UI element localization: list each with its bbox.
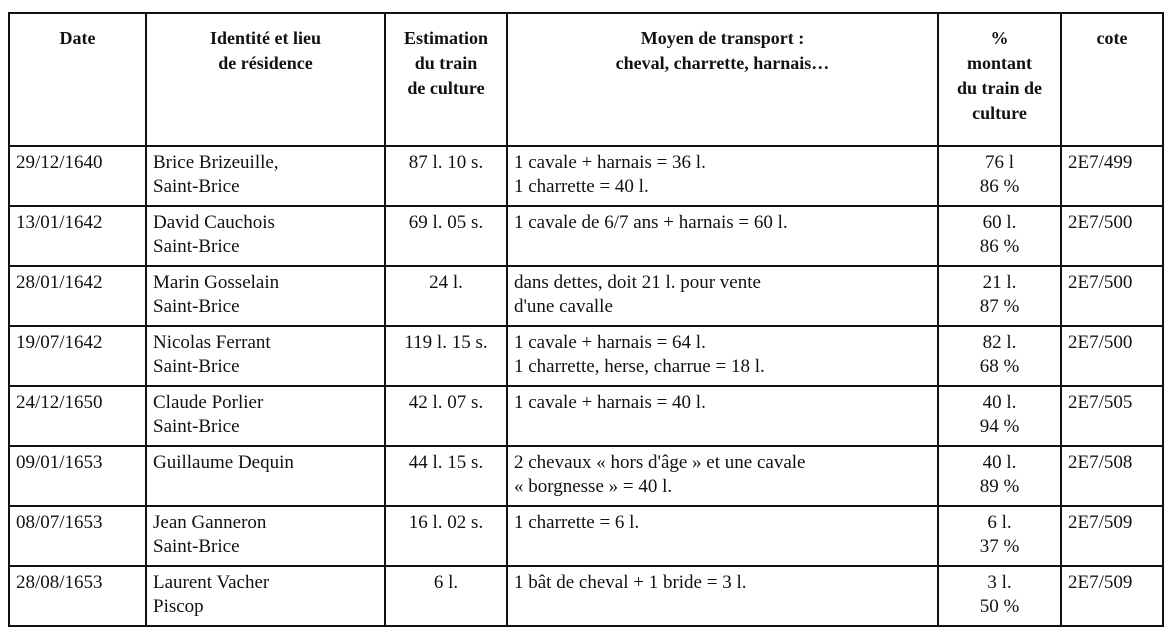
transport-line: 2 chevaux « hors d'âge » et une cavale [514,452,806,473]
header-text: du train [414,53,478,73]
cell-identity [146,326,385,386]
cell-transport [507,206,938,266]
transport-line: 1 charrette, herse, charrue = 18 l. [514,356,765,377]
header-text: Date [59,28,96,48]
cell-identity [146,146,385,206]
cell-estimation: 69 l. 05 s. [385,206,507,266]
cell-date: 29/12/1640 [9,146,146,206]
cell-estimation: 119 l. 15 s. [385,326,507,386]
cell-percent [938,206,1061,266]
column-header-percent [938,13,1061,146]
identity-line: Claude Porlier [153,392,264,413]
transport-line: 1 cavale + harnais = 40 l. [514,392,706,413]
percent-line: 6 l. [987,512,1012,533]
cell-cote: 2E7/500 [1061,206,1163,266]
table-row [9,326,1163,386]
transport-line: 1 cavale + harnais = 36 l. [514,152,706,173]
percent-line: 86 % [979,236,1020,257]
identity-line: David Cauchois [153,212,275,233]
header-text: Estimation [403,28,488,48]
identity-line: Saint-Brice [153,296,240,317]
transport-line: 1 charrette = 40 l. [514,176,649,197]
percent-line: 86 % [979,176,1020,197]
percent-line: 21 l. [982,272,1017,293]
header-text: de résidence [218,53,313,73]
cell-estimation: 87 l. 10 s. [385,146,507,206]
identity-line: Jean Ganneron [153,512,267,533]
identity-line: Saint-Brice [153,416,240,437]
identity-line: Piscop [153,596,204,617]
cell-date: 28/08/1653 [9,566,146,626]
cell-transport [507,446,938,506]
percent-line: 76 l [984,152,1015,173]
identity-line: Saint-Brice [153,176,240,197]
percent-line: 89 % [979,476,1020,497]
cell-percent [938,446,1061,506]
column-header-date [9,13,146,146]
inventory-table [8,12,1164,627]
cell-cote: 2E7/499 [1061,146,1163,206]
transport-line: dans dettes, doit 21 l. pour vente [514,272,761,293]
cell-identity [146,386,385,446]
transport-line: 1 cavale de 6/7 ans + harnais = 60 l. [514,212,788,233]
cell-cote: 2E7/509 [1061,506,1163,566]
transport-line: 1 bât de cheval + 1 bride = 3 l. [514,572,747,593]
cell-identity [146,506,385,566]
percent-line: 3 l. [987,572,1012,593]
cell-cote: 2E7/500 [1061,326,1163,386]
percent-line: 50 % [979,596,1020,617]
header-text: de culture [407,78,485,98]
header-text: du train de [956,78,1043,98]
percent-line: 40 l. [982,392,1017,413]
cell-cote: 2E7/509 [1061,566,1163,626]
cell-transport [507,266,938,326]
cell-percent [938,386,1061,446]
header-text: Identité et lieu [210,28,321,48]
table-row [9,566,1163,626]
header-text: % [990,28,1009,48]
transport-line: d'une cavalle [514,296,613,317]
cell-date: 24/12/1650 [9,386,146,446]
percent-line: 37 % [979,536,1020,557]
cell-date: 13/01/1642 [9,206,146,266]
cell-percent [938,146,1061,206]
cell-percent [938,326,1061,386]
column-header-estimation [385,13,507,146]
cell-cote: 2E7/500 [1061,266,1163,326]
table-row [9,206,1163,266]
header-text: cheval, charrette, harnais… [615,53,830,73]
cell-percent [938,506,1061,566]
cell-date: 08/07/1653 [9,506,146,566]
identity-line: Saint-Brice [153,536,240,557]
header-row [9,13,1163,146]
percent-line: 40 l. [982,452,1017,473]
transport-line: « borgnesse » = 40 l. [514,476,673,497]
column-header-transport [507,13,938,146]
cell-identity [146,446,385,506]
identity-line: Brice Brizeuille, [153,152,279,173]
header-text: cote [1096,28,1128,48]
table-row [9,506,1163,566]
header-text: culture [972,103,1027,123]
percent-line: 82 l. [982,332,1017,353]
cell-estimation: 24 l. [385,266,507,326]
identity-line: Nicolas Ferrant [153,332,271,353]
cell-transport [507,326,938,386]
table-row [9,266,1163,326]
percent-line: 94 % [979,416,1020,437]
cell-estimation: 6 l. [385,566,507,626]
cell-cote: 2E7/505 [1061,386,1163,446]
cell-date: 19/07/1642 [9,326,146,386]
identity-line: Laurent Vacher [153,572,270,593]
identity-line: Guillaume Dequin [153,452,294,473]
cell-transport [507,386,938,446]
table-row [9,386,1163,446]
percent-line: 68 % [979,356,1020,377]
cell-cote: 2E7/508 [1061,446,1163,506]
transport-line: 1 cavale + harnais = 64 l. [514,332,706,353]
table-row [9,146,1163,206]
column-header-cote [1061,13,1163,146]
cell-estimation: 42 l. 07 s. [385,386,507,446]
cell-date: 09/01/1653 [9,446,146,506]
identity-line: Saint-Brice [153,356,240,377]
cell-percent [938,266,1061,326]
percent-line: 87 % [979,296,1020,317]
cell-identity [146,206,385,266]
header-text: Moyen de transport : [640,28,805,48]
column-header-identity [146,13,385,146]
percent-line: 60 l. [982,212,1017,233]
transport-line: 1 charrette = 6 l. [514,512,640,533]
cell-percent [938,566,1061,626]
table-row [9,446,1163,506]
cell-transport [507,506,938,566]
cell-estimation: 16 l. 02 s. [385,506,507,566]
cell-estimation: 44 l. 15 s. [385,446,507,506]
cell-identity [146,566,385,626]
cell-transport [507,566,938,626]
identity-line: Marin Gosselain [153,272,280,293]
header-text: montant [966,53,1032,73]
cell-date: 28/01/1642 [9,266,146,326]
cell-transport [507,146,938,206]
cell-identity [146,266,385,326]
identity-line: Saint-Brice [153,236,240,257]
